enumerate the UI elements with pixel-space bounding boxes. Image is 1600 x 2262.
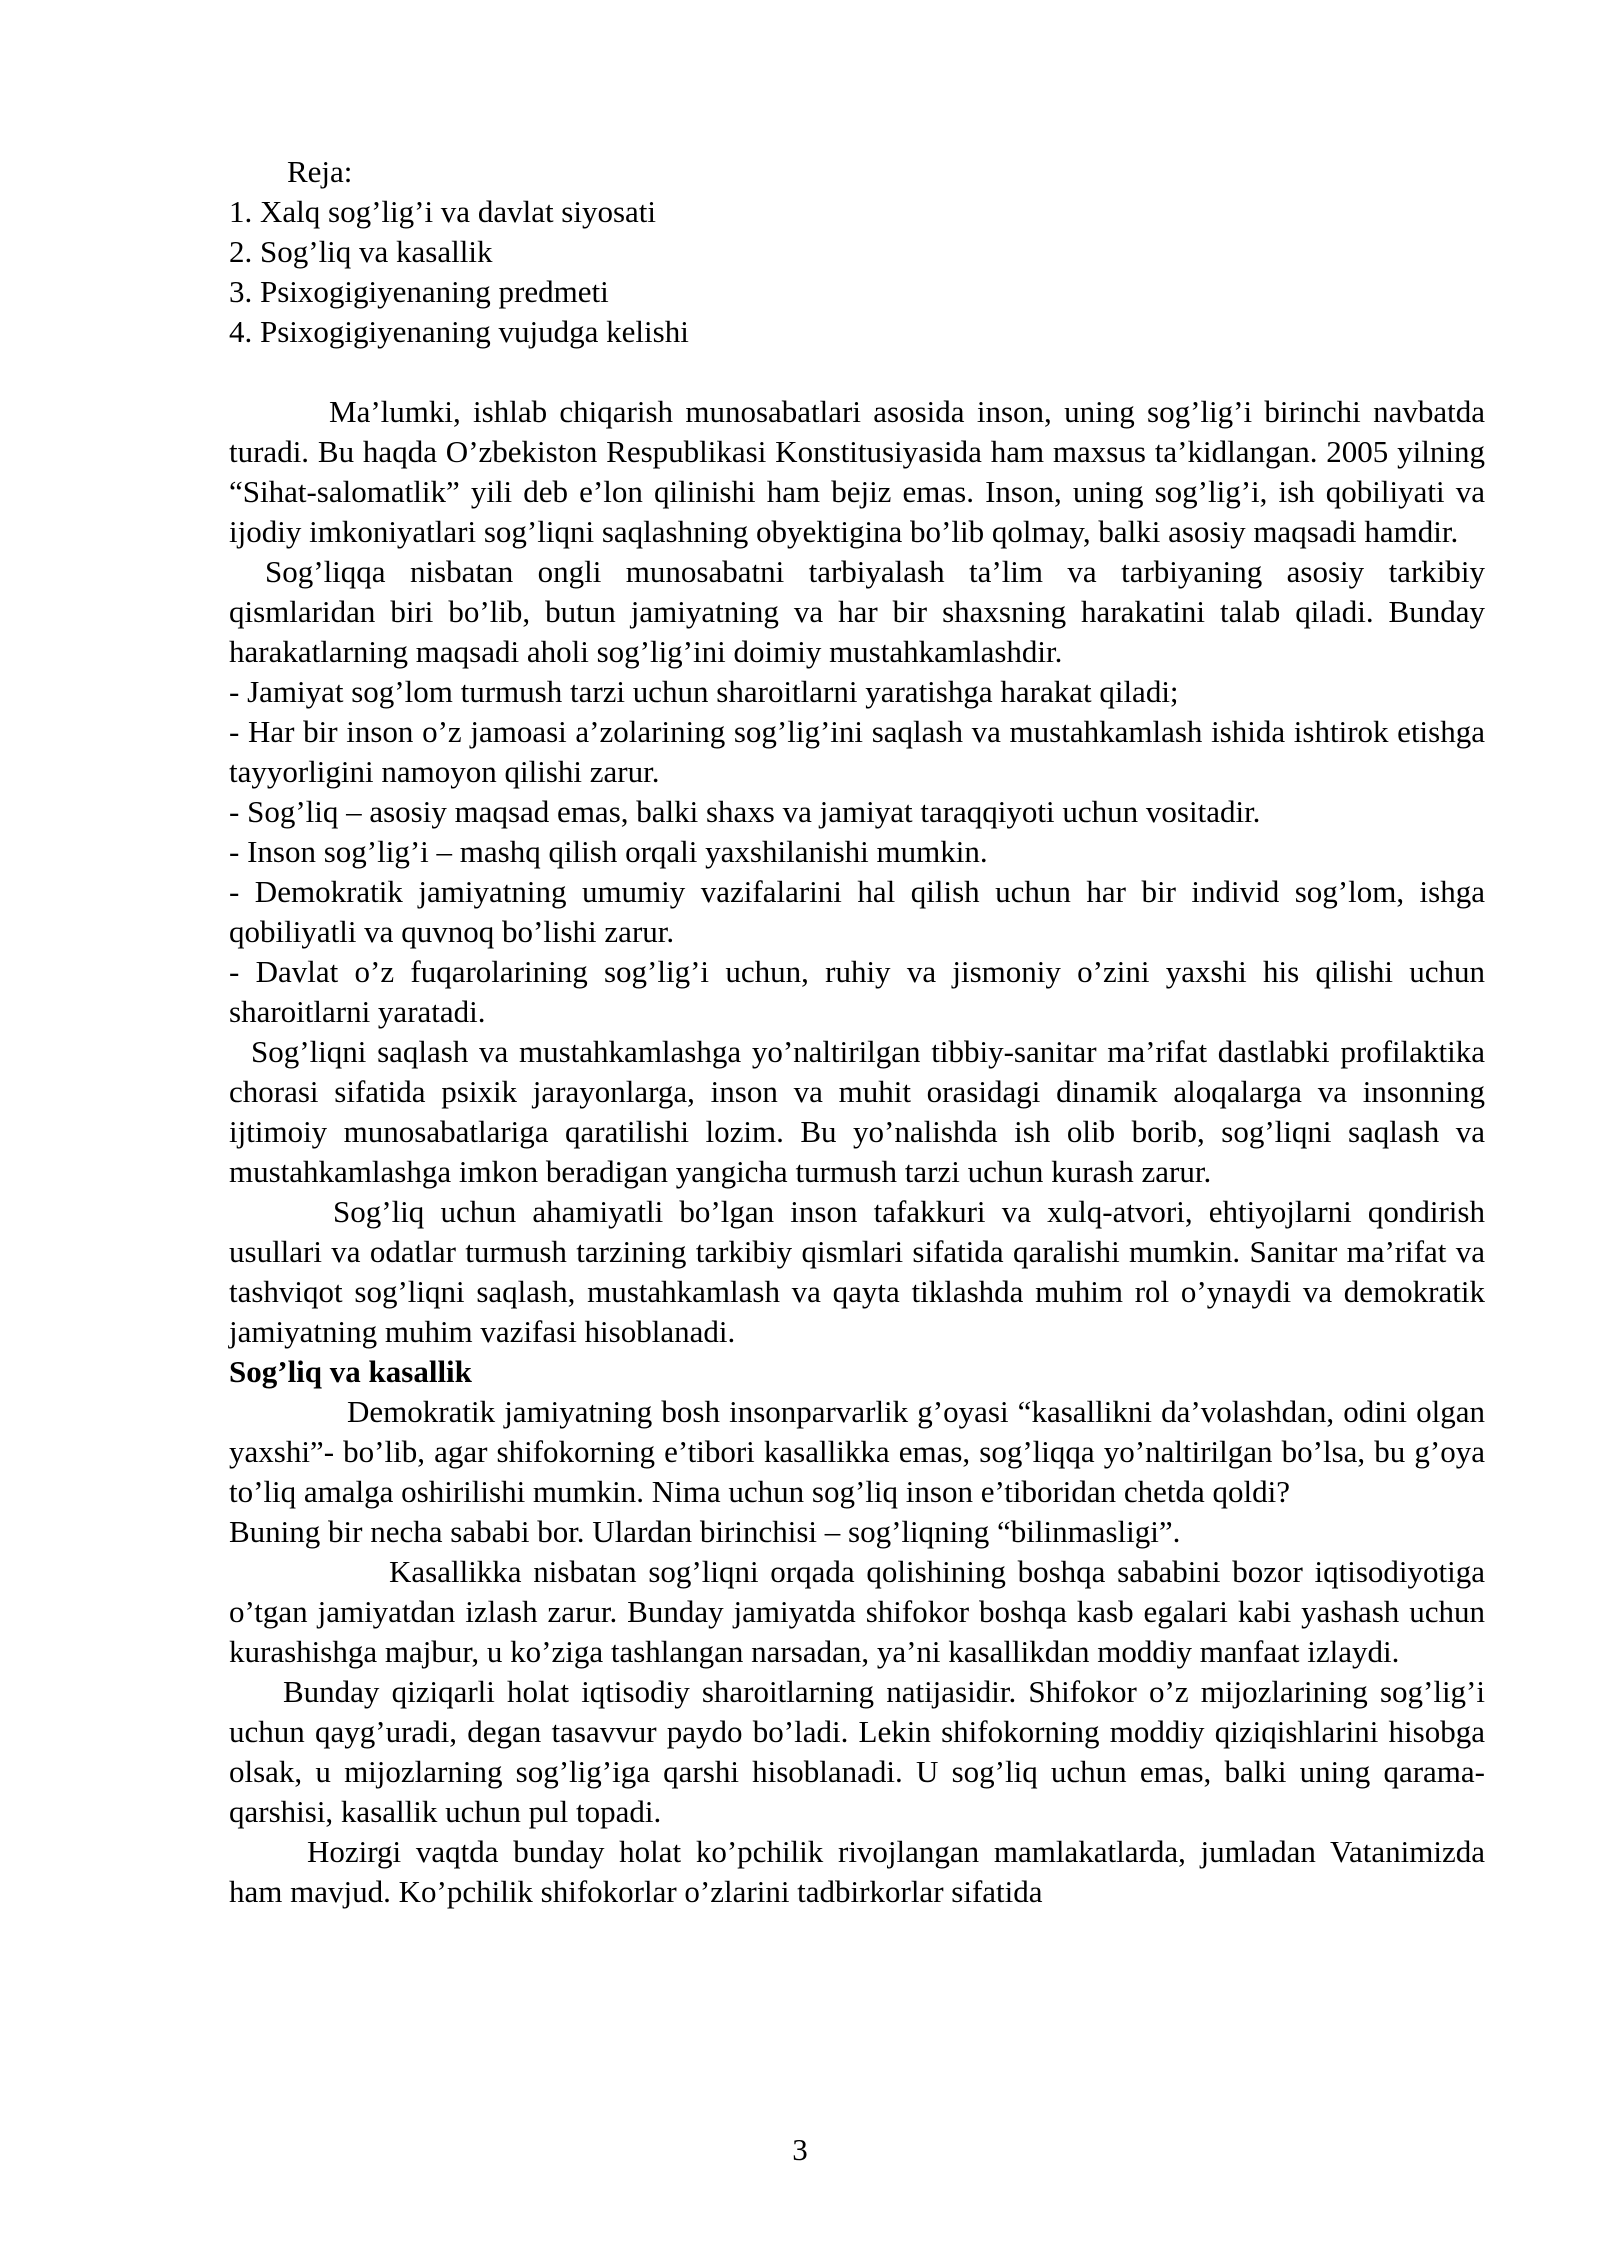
bullet-item: - Sog’liq – asosiy maqsad emas, balki shaxs va jamiyat taraqqiyoti uchun vositadir. <box>229 794 1261 829</box>
bullet-item: - Har bir inson o’z jamoasi a’zolarining sog’lig’ini saqlash va mustahkamlash ishida ishtirok etishga tayyorligini namoyon qilishi zarur. <box>229 714 1485 789</box>
bullet-item: - Davlat o’z fuqarolarining sog’lig’i uchun, ruhiy va jismoniy o’zini yaxshi his qilishi uchun sharoitlarni yaratadi. <box>229 954 1485 1029</box>
plan-item: 2. Sog’liq va kasallik <box>229 234 493 269</box>
section-paragraph: Demokratik jamiyatning bosh insonparvarlik g’oyasi “kasallikni da’volashdan, odini olgan yaxshi”- bo’lib, agar shifokorning e’tibori kasallikka emas, sog’liqqa yo’naltirilgan bo’lsa, bu g’oya to’liq amalga oshirilishi mumkin. Nima uchun sog’liq inson e’tiboridan chetda qoldi? <box>229 1394 1485 1509</box>
section-heading: Sog’liq va kasallik <box>229 1354 472 1389</box>
paragraph-lifestyle: Sog’liq uchun ahamiyatli bo’lgan inson tafakkuri va xulq-atvori, ehtiyojlarni qondirish usullari va odatlar turmush tarzining tarkibiy qismlari sifatida qaralishi mumkin. Sanitar ma’rifat va tashviqot sog’liqni saqlash, mustahkamlash va qayta tiklashda muhim rol o’ynaydi va demokratik jamiyatning muhim vazifasi hisoblanadi. <box>229 1194 1485 1349</box>
plan-list <box>229 192 1485 352</box>
section-paragraph: Kasallikka nisbatan sog’liqni orqada qolishining boshqa sababini bozor iqtisodiyotiga o’tgan jamiyatdan izlash zarur. Bunday jamiyatda shifokor boshqa kasb egalari kabi yashash uchun kurashishga majbur, u ko’ziga tashlangan narsadan, ya’ni kasallikdan moddiy manfaat izlaydi. <box>229 1554 1485 1669</box>
section-paragraph: Bunday qiziqarli holat iqtisodiy sharoitlarning natijasidir. Shifokor o’z mijozlarining sog’lig’i uchun qayg’uradi, degan tasavvur paydo bo’ladi. Lekin shifokorning moddiy qiziqishlarini hisobga olsak, u mijozlarning sog’lig’iga qarshi hisoblanadi. U sog’liq uchun emas, balki uning qarama-qarshisi, kasallik uchun pul topadi. <box>229 1674 1485 1829</box>
paragraph-prevention: Sog’liqni saqlash va mustahkamlashga yo’naltirilgan tibbiy-sanitar ma’rifat dastlabki profilaktika chorasi sifatida psixik jarayonlarga, inson va muhit orasidagi dinamik aloqalarga va insonning ijtimoiy munosabatlariga qaratilishi lozim. Bu yo’nalishda ish olib borib, sog’liqni saqlash va mustahkamlashga imkon beradigan yangicha turmush tarzi uchun kurash zarur. <box>229 1034 1485 1189</box>
bullet-item: - Jamiyat sog’lom turmush tarzi uchun sharoitlarni yaratishga harakat qiladi; <box>229 674 1179 709</box>
paragraph-intro: Ma’lumki, ishlab chiqarish munosabatlari asosida inson, uning sog’lig’i birinchi navbatda turadi. Bu haqda O’zbekiston Respublikasi Konstitusiyasida ham maxsus ta’kidlangan. 2005 yilning “Sihat-salomatlik” yili deb e’lon qilinishi ham bejiz emas. Inson, uning sog’lig’i, ish qobiliyati va ijodiy imkoniyatlari sog’liqni saqlashning obyektigina bo’lib qolmay, balki asosiy maqsadi hamdir. <box>229 394 1485 549</box>
plan-title: Reja: <box>287 154 353 189</box>
section-paragraph: Buning bir necha sababi bor. Ulardan birinchisi – sog’liqning “bilinmasligi”. <box>229 1514 1181 1549</box>
plan-item: 3. Psixogigiyenaning predmeti <box>229 274 609 309</box>
plan-item: 1. Xalq sog’lig’i va davlat siyosati <box>229 194 657 229</box>
page-number: 3 <box>792 2132 808 2167</box>
bullet-item: - Demokratik jamiyatning umumiy vazifalarini hal qilish uchun har bir individ sog’lom, ishga qobiliyatli va quvnoq bo’lishi zarur. <box>229 874 1485 949</box>
paragraph-attitude: Sog’liqqa nisbatan ongli munosabatni tarbiyalash ta’lim va tarbiyaning asosiy tarkibiy qismlaridan biri bo’lib, butun jamiyatning va har bir shaxsning harakatini talab qiladi. Bunday harakatlarning maqsadi aholi sog’lig’ini doimiy mustahkamlashdir. <box>229 554 1485 669</box>
section-paragraph: Hozirgi vaqtda bunday holat ko’pchilik rivojlangan mamlakatlarda, jumladan Vatanimizda ham mavjud. Ko’pchilik shifokorlar o’zlarini tadbirkorlar sifatida <box>229 1834 1485 1909</box>
page-content <box>229 152 1485 1912</box>
plan-item: 4. Psixogigiyenaning vujudga kelishi <box>229 314 689 349</box>
bullet-item: - Inson sog’lig’i – mashq qilish orqali yaxshilanishi mumkin. <box>229 834 988 869</box>
spacer <box>229 352 1485 392</box>
